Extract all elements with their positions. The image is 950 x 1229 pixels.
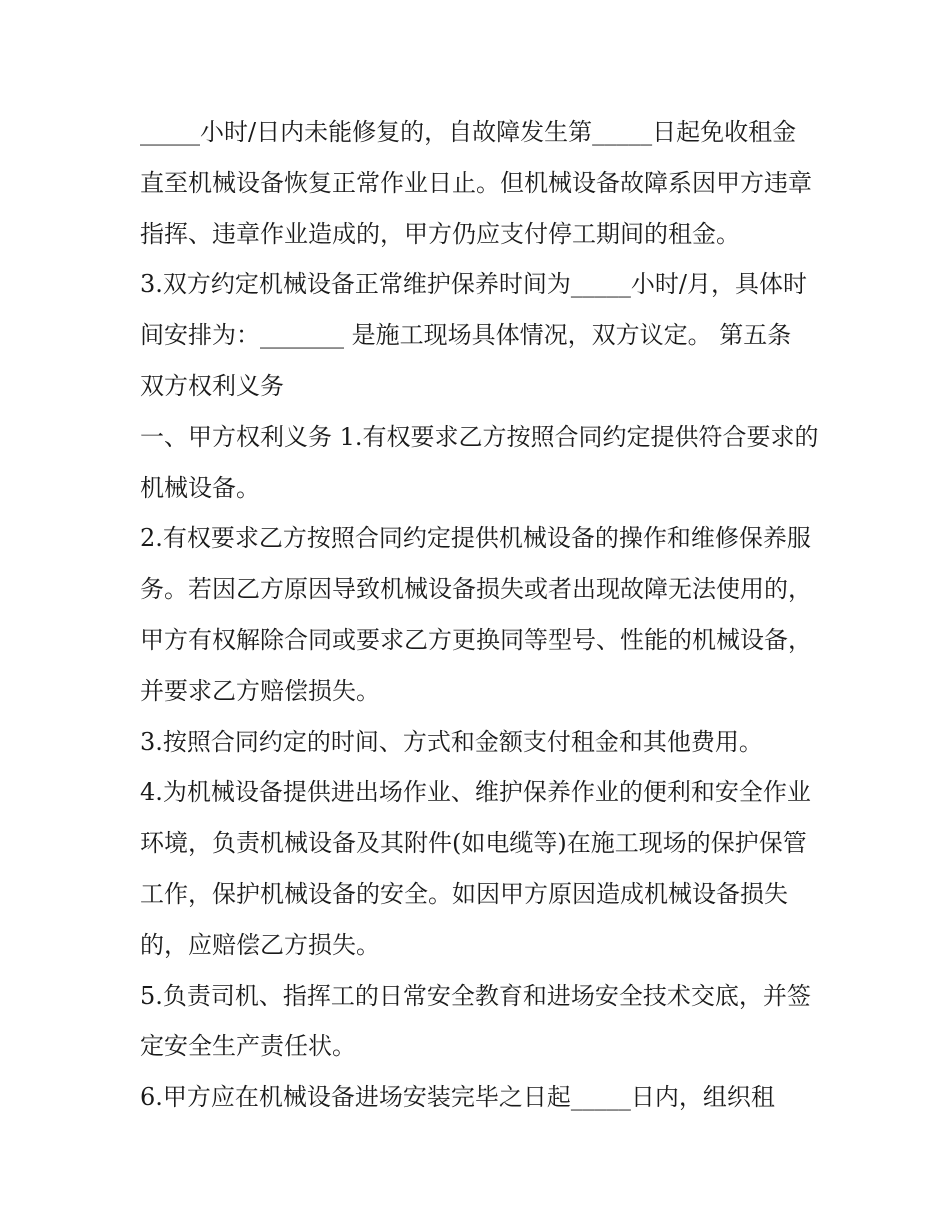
paragraph-maintenance-time: 3.双方约定机械设备正常维护保养时间为_____小时/月，具体时间安排为：_______ 是施工现场具体情况，双方议定。 第五条 双方权利义务: [140, 270, 807, 400]
paragraph-repair-terms: _____小时/日内未能修复的，自故障发生第_____日起免收租金直至机械设备恢复正常作业日止。但机械设备故障系因甲方违章指挥、违章作业造成的，甲方仍应支付停工期间的租金。: [140, 118, 812, 248]
paragraph-site-environment: 4.为机械设备提供进出场作业、维护保养作业的便利和安全作业环境，负责机械设备及其附件(如电缆等)在施工现场的保护保管工作，保护机械设备的安全。如因甲方原因造成机械设备损失的，应赔偿乙方损失。: [140, 778, 811, 959]
paragraph-party-a-rights: 一、甲方权利义务 1.有权要求乙方按照合同约定提供符合要求的机械设备。: [140, 422, 819, 502]
paragraph-service-requirement: 2.有权要求乙方按照合同约定提供机械设备的操作和维修保养服务。若因乙方原因导致机械设备损失或者出现故障无法使用的，甲方有权解除合同或要求乙方更换同等型号、性能的机械设备，并要求乙方赔偿损失。: [140, 524, 812, 705]
paragraph-acceptance: 6.甲方应在机械设备进场安装完毕之日起_____日内，组织租: [140, 1083, 775, 1112]
paragraph-safety-education: 5.负责司机、指挥工的日常安全教育和进场安全技术交底，并签定安全生产责任状。: [140, 981, 811, 1061]
document-body: [140, 107, 820, 1123]
paragraph-payment: 3.按照合同约定的时间、方式和金额支付租金和其他费用。: [140, 727, 763, 756]
